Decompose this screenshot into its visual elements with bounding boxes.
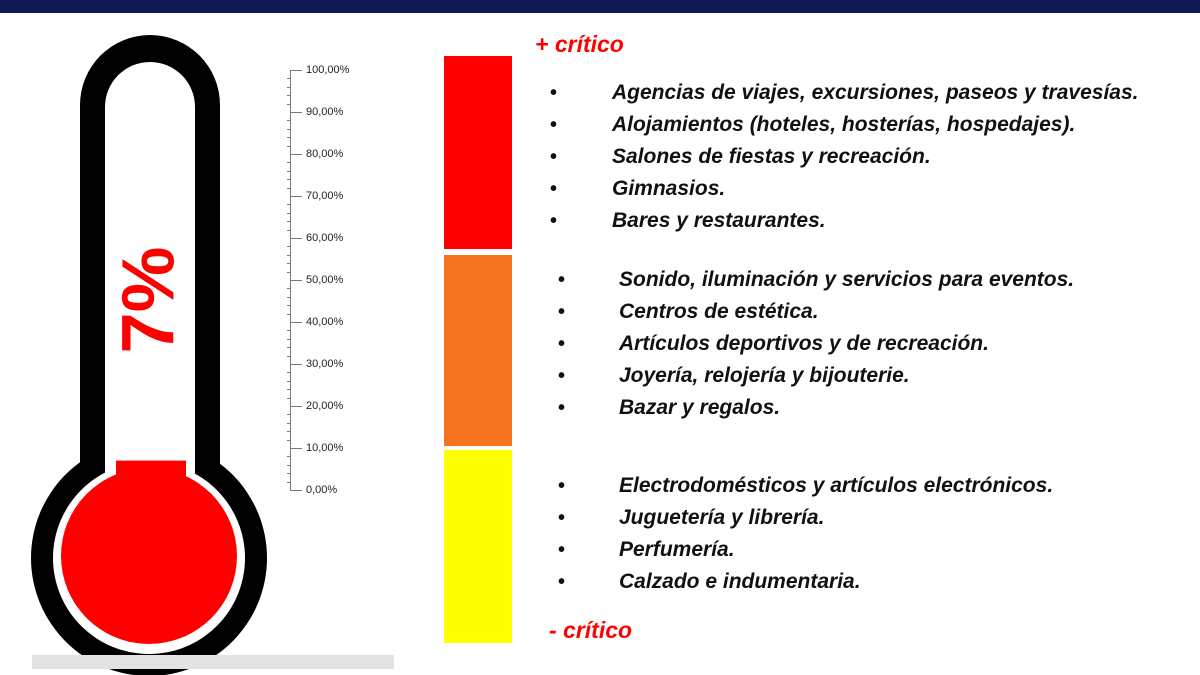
- scale-minor-tick: [287, 314, 291, 315]
- scale-minor-tick: [287, 456, 291, 457]
- bullet: •: [558, 571, 566, 593]
- bullet: •: [558, 539, 566, 561]
- scale-minor-tick: [287, 129, 291, 130]
- scale-major-tick: [290, 490, 302, 491]
- bullet: •: [558, 397, 566, 419]
- scale-major-tick: [290, 448, 302, 449]
- scale-minor-tick: [287, 465, 291, 466]
- list-item-text: Calzado e indumentaria.: [619, 570, 861, 593]
- scale-major-tick: [290, 322, 302, 323]
- scale-tick-label: 50,00%: [306, 274, 344, 286]
- scale-tick-label: 90,00%: [306, 106, 344, 118]
- bullet: •: [558, 507, 566, 529]
- scale-minor-tick: [287, 431, 291, 432]
- scale-major-tick: [290, 196, 302, 197]
- list-item-text: Gimnasios.: [612, 177, 726, 200]
- list-item-text: Juguetería y librería.: [619, 506, 825, 529]
- scale-major-tick: [290, 406, 302, 407]
- list-item-text: Sonido, iluminación y servicios para eventos.: [619, 268, 1075, 291]
- list-item-text: Perfumería.: [619, 538, 735, 561]
- bullet: •: [558, 333, 566, 355]
- scale-minor-tick: [287, 120, 291, 121]
- scale-minor-tick: [287, 381, 291, 382]
- scale-minor-tick: [287, 305, 291, 306]
- scale-minor-tick: [287, 482, 291, 483]
- scale-tick-label: 40,00%: [306, 316, 344, 328]
- bullet: •: [558, 301, 566, 323]
- scale-minor-tick: [287, 204, 291, 205]
- scale-minor-tick: [287, 171, 291, 172]
- scale-minor-tick: [287, 288, 291, 289]
- scale-minor-tick: [287, 423, 291, 424]
- scale-tick-label: 0,00%: [306, 484, 338, 496]
- scale-minor-tick: [287, 330, 291, 331]
- scale-minor-tick: [287, 347, 291, 348]
- list-item-text: Bares y restaurantes.: [612, 209, 826, 232]
- list-item-text: Bazar y regalos.: [619, 396, 781, 419]
- scale-minor-tick: [287, 473, 291, 474]
- least-critical-label: - crítico: [549, 617, 633, 643]
- scale-minor-tick: [287, 389, 291, 390]
- scale-minor-tick: [287, 339, 291, 340]
- bullet: •: [550, 114, 558, 136]
- thermometer-base: [32, 655, 394, 669]
- scale-major-tick: [290, 364, 302, 365]
- bullet: •: [550, 82, 558, 104]
- scale-major-tick: [290, 70, 302, 71]
- critical-medium-band: [444, 255, 512, 446]
- bullet: •: [550, 146, 558, 168]
- scale-minor-tick: [287, 179, 291, 180]
- list-item-text: Agencias de viajes, excursiones, paseos y travesías.: [612, 81, 1139, 104]
- bullet: •: [558, 475, 566, 497]
- list-item-text: Joyería, relojería y bijouterie.: [619, 364, 910, 387]
- bullet: •: [550, 210, 558, 232]
- scale-major-tick: [290, 112, 302, 113]
- critical-low-band: [444, 450, 512, 643]
- scale-minor-tick: [287, 272, 291, 273]
- critical-high-band: [444, 56, 512, 249]
- scale-minor-tick: [287, 297, 291, 298]
- scale-minor-tick: [287, 230, 291, 231]
- scale-tick-label: 30,00%: [306, 358, 344, 370]
- scale-minor-tick: [287, 87, 291, 88]
- scale-tick-label: 100,00%: [306, 64, 350, 76]
- scale-tick-label: 70,00%: [306, 190, 344, 202]
- scale-minor-tick: [287, 414, 291, 415]
- scale-major-tick: [290, 154, 302, 155]
- bullet: •: [550, 178, 558, 200]
- scale-minor-tick: [287, 221, 291, 222]
- scale-minor-tick: [287, 372, 291, 373]
- scale-minor-tick: [287, 356, 291, 357]
- thermometer-scale: [280, 60, 380, 500]
- list-item-text: Alojamientos (hoteles, hosterías, hospedajes).: [612, 113, 1076, 136]
- scale-minor-tick: [287, 137, 291, 138]
- temperature-value: 7%: [106, 246, 190, 354]
- scale-minor-tick: [287, 440, 291, 441]
- scale-tick-label: 10,00%: [306, 442, 344, 454]
- scale-major-tick: [290, 280, 302, 281]
- scale-tick-label: 60,00%: [306, 232, 344, 244]
- scale-minor-tick: [287, 95, 291, 96]
- list-item-text: Artículos deportivos y de recreación.: [619, 332, 989, 355]
- scale-tick-label: 80,00%: [306, 148, 344, 160]
- scale-minor-tick: [287, 146, 291, 147]
- most-critical-label: + crítico: [535, 31, 624, 57]
- scale-minor-tick: [287, 188, 291, 189]
- scale-minor-tick: [287, 398, 291, 399]
- scale-minor-tick: [287, 78, 291, 79]
- bullet: •: [558, 365, 566, 387]
- scale-minor-tick: [287, 213, 291, 214]
- list-item-text: Centros de estética.: [619, 300, 819, 323]
- scale-minor-tick: [287, 263, 291, 264]
- scale-tick-label: 20,00%: [306, 400, 344, 412]
- bullet: •: [558, 269, 566, 291]
- scale-minor-tick: [287, 255, 291, 256]
- list-item-text: Salones de fiestas y recreación.: [612, 145, 931, 168]
- scale-major-tick: [290, 238, 302, 239]
- scale-minor-tick: [287, 246, 291, 247]
- scale-minor-tick: [287, 104, 291, 105]
- scale-minor-tick: [287, 162, 291, 163]
- list-item-text: Electrodomésticos y artículos electrónicos.: [619, 474, 1054, 497]
